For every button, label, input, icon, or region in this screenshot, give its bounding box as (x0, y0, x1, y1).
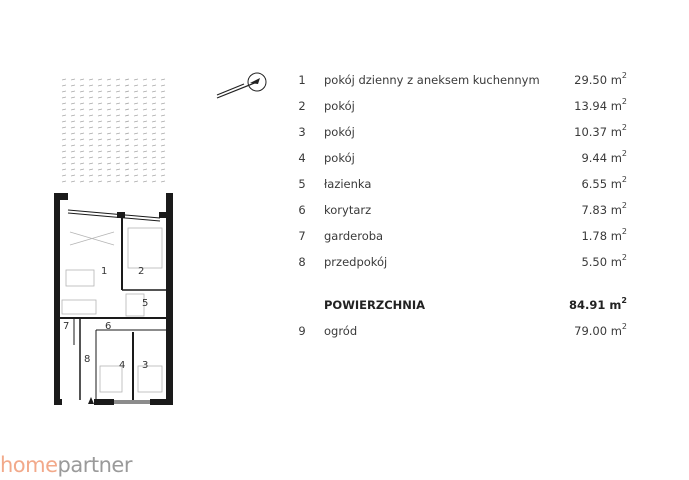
area-value: 1.78 m (581, 229, 622, 243)
area-value: 9.44 m (581, 151, 622, 165)
room-name: łazienka (324, 177, 372, 191)
room-number: 6 (298, 203, 306, 217)
room-area (581, 200, 627, 220)
area-unit-exponent: 2 (621, 253, 627, 262)
room-label: 1 (101, 266, 108, 277)
room-row (292, 252, 637, 272)
room-row (292, 148, 637, 168)
room-number: 5 (298, 177, 306, 191)
area-unit-exponent: 2 (621, 175, 627, 184)
room-name: POWIERZCHNIA (324, 298, 426, 312)
room-name: pokój (324, 125, 355, 139)
area-value: 7.83 m (581, 203, 622, 217)
room-label: 3 (142, 360, 149, 371)
room-name: ogród (324, 324, 358, 338)
area-value: 79.00 m (574, 324, 622, 338)
room-label: 6 (105, 321, 112, 332)
room-number: 1 (298, 73, 306, 87)
room-row (292, 226, 637, 246)
room-label: 5 (142, 298, 149, 309)
room-row (292, 174, 637, 194)
entrance-arrow-icon (88, 397, 94, 404)
room-area (581, 148, 627, 168)
room-area (581, 252, 627, 272)
room-row (292, 200, 637, 220)
room-area (574, 96, 627, 116)
room-label: 8 (84, 354, 91, 365)
room-name: korytarz (324, 203, 372, 217)
room-number: 4 (298, 151, 306, 165)
homepartner-logo: homepartner (0, 453, 132, 477)
area-unit-exponent: 2 (621, 296, 627, 305)
area-value: 84.91 m (569, 298, 622, 312)
area-unit-exponent: 2 (621, 227, 627, 236)
area-value: 29.50 m (574, 73, 622, 87)
area-unit-exponent: 2 (621, 149, 627, 158)
area-unit-exponent: 2 (621, 71, 627, 80)
room-name: pokój (324, 151, 355, 165)
area-unit-exponent: 2 (621, 201, 627, 210)
north-arrow-icon (212, 66, 272, 106)
area-unit-exponent: 2 (621, 123, 627, 132)
room-name: pokój dzienny z aneksem kuchennym (324, 73, 540, 87)
garden-hatch (62, 79, 165, 182)
room-label: 4 (119, 360, 126, 371)
area-value: 5.50 m (581, 255, 622, 269)
room-area (574, 321, 627, 341)
garden-row (292, 321, 637, 341)
room-area (581, 174, 627, 194)
room-area (574, 122, 627, 142)
room-number: 8 (298, 255, 306, 269)
room-number: 3 (298, 125, 306, 139)
area-value: 10.37 m (574, 125, 622, 139)
room-label: 2 (138, 266, 145, 277)
room-area (581, 226, 627, 246)
room-row (292, 70, 637, 90)
room-number: 9 (298, 324, 306, 338)
room-name: pokój (324, 99, 355, 113)
room-area (574, 70, 627, 90)
room-row (292, 122, 637, 142)
room-name: garderoba (324, 229, 384, 243)
floor-plan-drawing (0, 0, 300, 430)
walls (54, 193, 173, 405)
area-unit-exponent: 2 (621, 97, 627, 106)
floor-plan (0, 0, 300, 430)
room-number: 2 (298, 99, 306, 113)
total-area-row (292, 295, 637, 315)
room-row (292, 96, 637, 116)
room-number: 7 (298, 229, 306, 243)
room-area (569, 295, 627, 315)
area-value: 13.94 m (574, 99, 622, 113)
room-label: 7 (63, 321, 70, 332)
room-name: przedpokój (324, 255, 388, 269)
area-value: 6.55 m (581, 177, 622, 191)
area-unit-exponent: 2 (621, 322, 627, 331)
